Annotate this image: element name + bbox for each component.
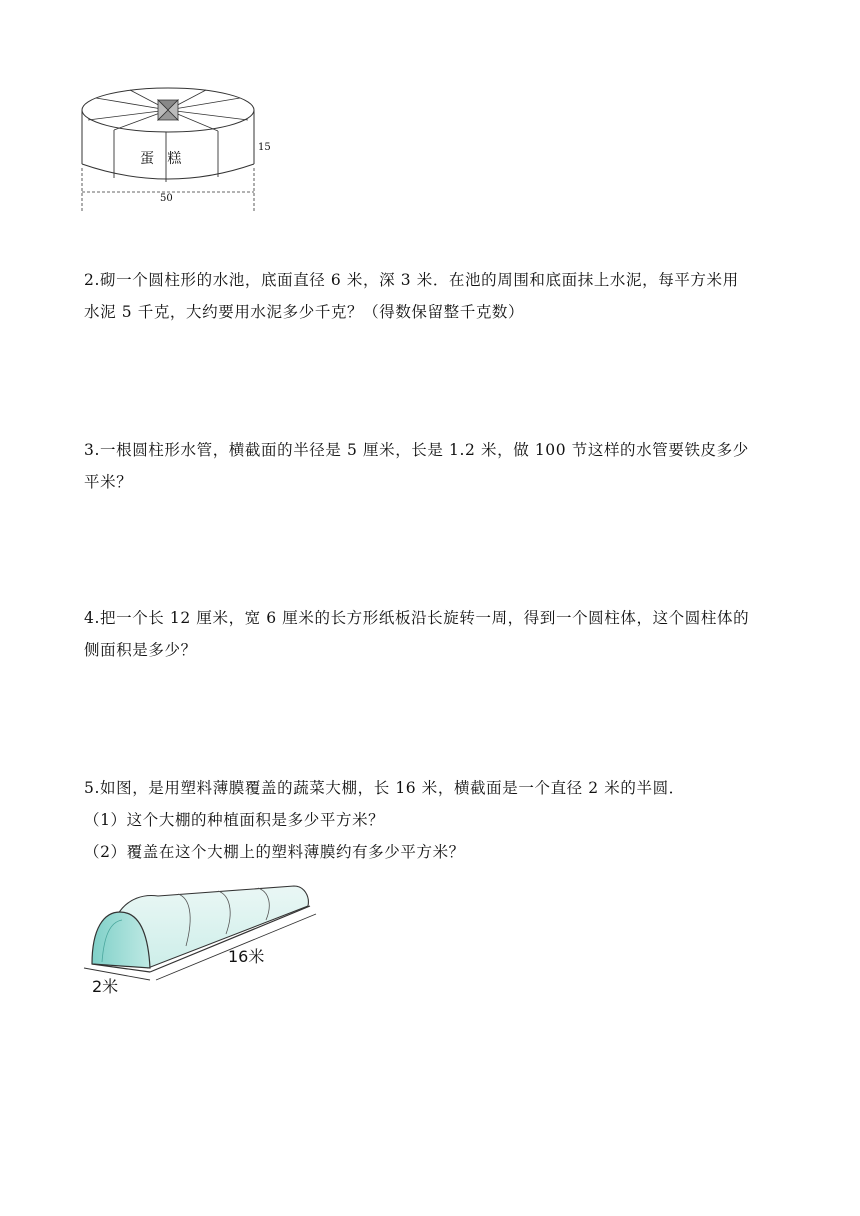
question-5-stem: 5.如图，是用塑料薄膜覆盖的蔬菜大棚，长 16 米，横截面是一个直径 2 米的半圆． — [84, 779, 685, 797]
cake-width-label: 50 — [160, 193, 173, 204]
question-2 — [84, 264, 784, 328]
question-3-line-2: 平米？ — [84, 473, 133, 491]
greenhouse-width-label: 2米 — [92, 977, 119, 996]
question-3-line-1: 3.一根圆柱形水管，横截面的半径是 5 厘米，长是 1.2 米，做 100 节这样的水管要铁皮多少 — [84, 441, 749, 459]
question-2-line-2: 水泥 5 千克，大约要用水泥多少千克？（得数保留整千克数） — [84, 303, 525, 321]
greenhouse-length-label: 16米 — [228, 947, 265, 966]
greenhouse-figure — [78, 876, 318, 998]
question-4-line-1: 4.把一个长 12 厘米，宽 6 厘米的长方形纸板沿长旋转一周，得到一个圆柱体，这个圆柱体的 — [84, 609, 750, 627]
question-5-part-2: （2）覆盖在这个大棚上的塑料薄膜约有多少平方米？ — [84, 843, 465, 861]
question-4-line-2: 侧面积是多少？ — [84, 641, 197, 659]
cake-label: 蛋 糕 — [140, 151, 182, 167]
question-3 — [84, 434, 784, 498]
question-4 — [84, 602, 784, 666]
question-5 — [84, 772, 784, 868]
question-2-line-1: 2.砌一个圆柱形的水池，底面直径 6 米，深 3 米．在池的周围和底面抹上水泥，每平方米用 — [84, 271, 739, 289]
cake-figure — [78, 82, 278, 214]
question-5-part-1: （1）这个大棚的种植面积是多少平方米？ — [84, 811, 385, 829]
cake-height-label: 15 — [258, 142, 271, 153]
